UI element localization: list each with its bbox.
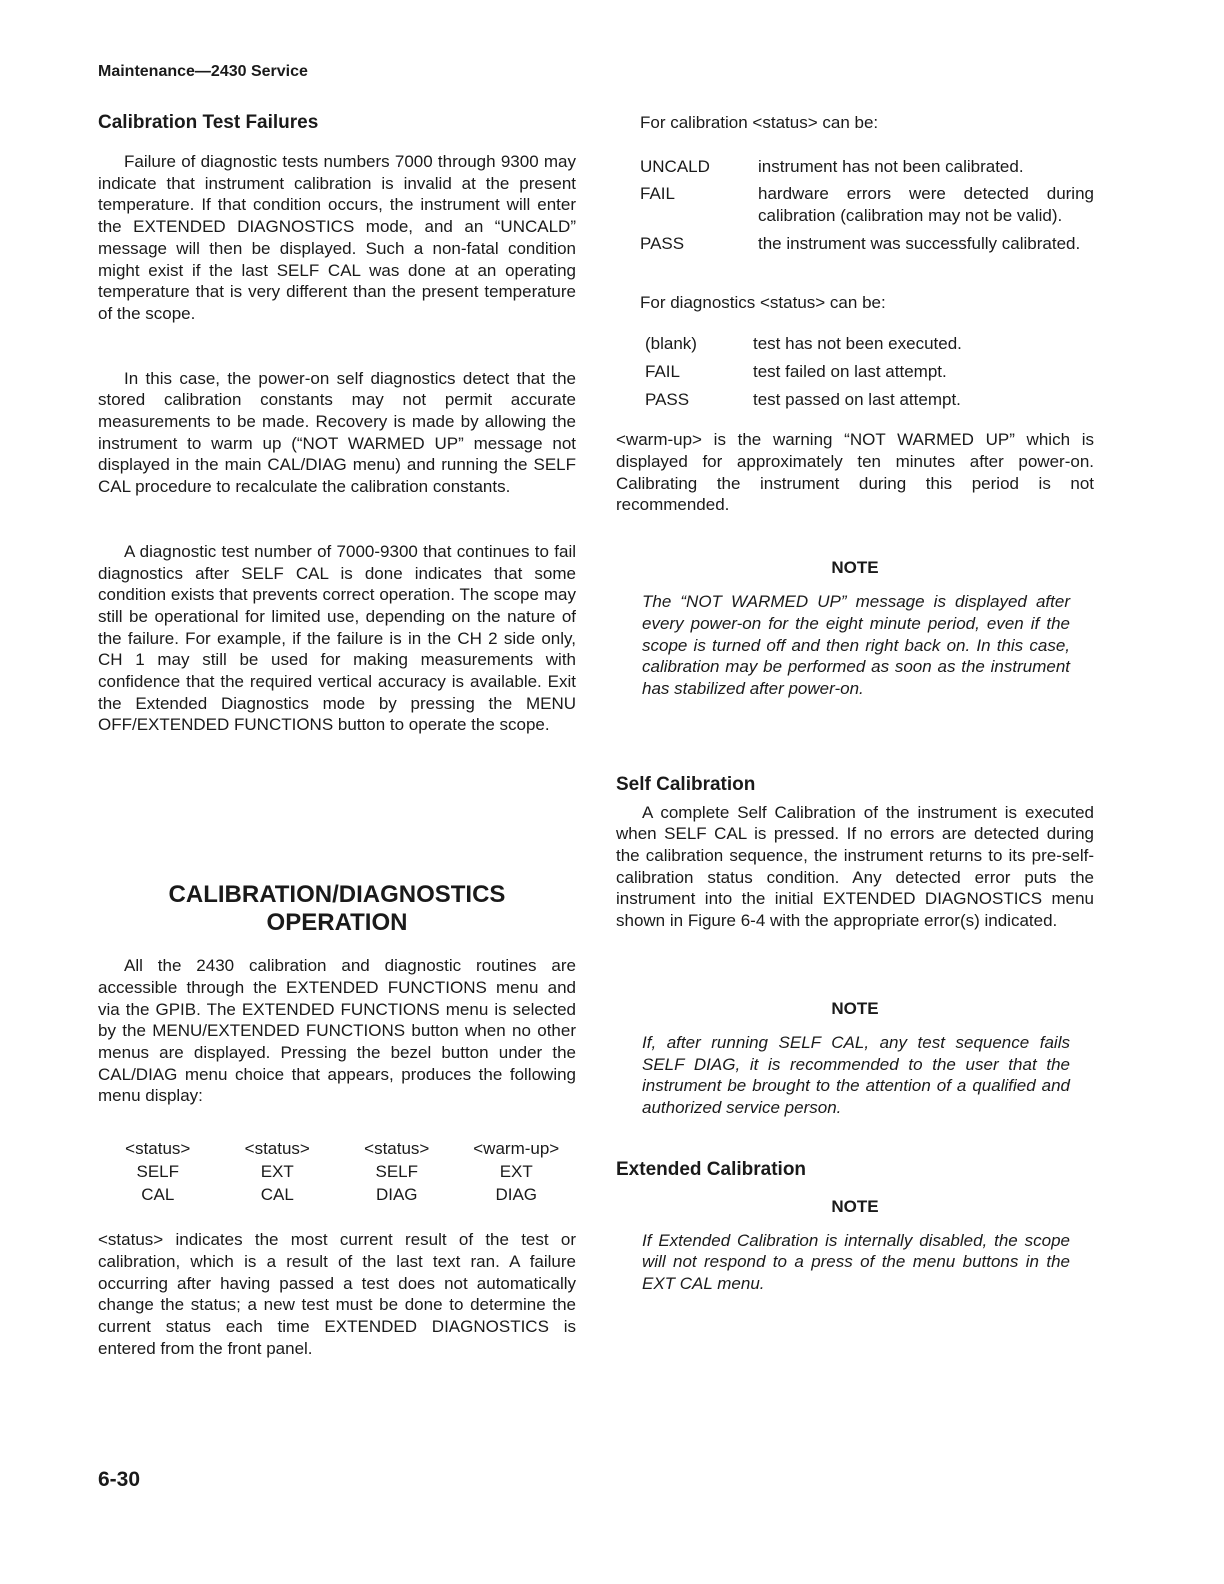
menu-cell: <status>: [244, 1139, 310, 1159]
menu-cell: EXT: [260, 1162, 294, 1182]
menu-cell: EXT: [499, 1162, 533, 1182]
cal-status-intro: For calibration <status> can be:: [640, 113, 879, 132]
right-column: [616, 112, 1094, 1295]
diag-status-intro: For diagnostics <status> can be:: [640, 292, 886, 312]
paragraph-failures-3: A diagnostic test number of 7000-9300 that continues to fail diagnostics after SELF CAL is done indicates that some condition exists that prevents correct operation. The scope may still be operational for limited use, depending on the nature of the failure. For example, if the failure is in the CH 2 side only, CH 1 may still be used for making measurements with confidence that the required vertical accuracy is available. Exit the Extended Diagnostics mode by pressing the MENU OFF/EXTENDED FUNCTIONS button to operate the scope.: [98, 541, 576, 735]
list-item: [645, 333, 1094, 355]
list-item: [640, 233, 1094, 255]
paragraph-status-explanation: <status> indicates the most current result of the test or calibration, which is a result of the last text ran. A failure occurring after having passed a test does not automatically change the status; a new test must be done to determine the current status each time EXTENDED DIAGNOSTICS is entered from the front panel.: [98, 1230, 576, 1358]
cal-status-list: [616, 156, 1094, 255]
menu-cell: CAL: [141, 1185, 175, 1205]
paragraph-self-calibration: A complete Self Calibration of the instrument is executed when SELF CAL is pressed. If no errors are detected during the calibration sequence, the instrument returns to its pre-self-calibration status condition. Any detected error puts the instrument into the initial EXTENDED DIAGNOSTICS menu shown in Figure 6-4 with the appropriate error(s) indicated.: [616, 802, 1094, 931]
paragraph-warmup: <warm-up> is the warning “NOT WARMED UP” which is displayed for approximately ten minutes after power-on. Calibrating the instrument during this period is not recommended.: [616, 430, 1094, 515]
note-title: NOTE: [831, 1196, 879, 1216]
page-number: 6-30: [98, 1468, 141, 1491]
diag-status-list: [616, 333, 1094, 410]
cal-diag-title: [98, 881, 576, 937]
diag-status-desc: test has not been executed.: [753, 334, 962, 354]
paragraph-failures-2: In this case, the power-on self diagnostics detect that the stored calibration constants may not permit accurate measurements to be made. Recovery is made by allowing the instrument to warm up (“NOT WARMED UP” message not displayed in the main CAL/DIAG menu) and running the SELF CAL procedure to recalculate the calibration constants.: [98, 368, 576, 497]
list-item: [645, 361, 1094, 383]
menu-cell: <warm-up>: [473, 1139, 560, 1159]
diag-status-term: PASS: [645, 389, 690, 409]
menu-cell: DIAG: [495, 1185, 538, 1205]
cal-status-term: PASS: [640, 233, 685, 253]
section-title-calibration-test-failures: Calibration Test Failures: [98, 112, 319, 133]
running-head: Maintenance—2430 Service: [98, 63, 308, 80]
note-title: NOTE: [831, 998, 879, 1018]
note-text-warmed-up: The “NOT WARMED UP” message is displayed after every power-on for the eight minute period, even if the scope is turned off and then right back on. In this case, calibration may be performed as soon as the instrument has stabilized after power-on.: [642, 592, 1070, 698]
menu-cell: DIAG: [375, 1185, 418, 1205]
left-column: [98, 112, 576, 1359]
cal-status-term: FAIL: [640, 184, 675, 204]
menu-cell: <status>: [125, 1139, 191, 1159]
note-text-ext-cal: If Extended Calibration is internally disabled, the scope will not respond to a press of the menu buttons in the EXT CAL menu.: [642, 1230, 1070, 1294]
cal-status-desc: the instrument was successfully calibrated.: [758, 233, 1081, 253]
cal-status-desc: instrument has not been calibrated.: [758, 156, 1024, 176]
cal-status-desc: hardware errors were detected during calibration (calibration may not be valid).: [758, 184, 1094, 226]
list-item: [640, 183, 1094, 226]
paragraph-failures-1: Failure of diagnostic tests numbers 7000 through 9300 may indicate that instrument calibration is invalid at the present temperature. If that condition occurs, the instrument will enter the EXTENDED DIAGNOSTICS mode, and an “UNCALD” message will then be displayed. Such a non-fatal condition might exist if the last SELF CAL was done at an operating temperature that is very different than the present temperature of the scope.: [98, 152, 576, 323]
menu-cell: SELF: [375, 1162, 419, 1182]
menu-cell: SELF: [136, 1162, 180, 1182]
note-title: NOTE: [831, 558, 879, 578]
list-item: [640, 156, 1094, 178]
section-title-self-calibration: Self Calibration: [616, 773, 756, 795]
cal-diag-title-line2: OPERATION: [266, 909, 408, 937]
list-item: [645, 389, 1094, 411]
diag-status-desc: test passed on last attempt.: [753, 389, 961, 409]
diag-status-term: FAIL: [645, 361, 680, 381]
menu-cell: CAL: [260, 1185, 294, 1205]
menu-display: [98, 1137, 576, 1206]
diag-status-desc: test failed on last attempt.: [753, 361, 947, 381]
section-title-extended-calibration: Extended Calibration: [616, 1158, 807, 1180]
paragraph-cal-diag-operation: All the 2430 calibration and diagnostic routines are accessible through the EXTENDED FUNCTIONS menu and via the GPIB. The EXTENDED FUNCTIONS menu is selected by the MENU/EXTENDED FUNCTIONS button when no other menus are displayed. Pressing the bezel button under the CAL/DIAG menu choice that appears, produces the following menu display:: [98, 956, 576, 1106]
cal-status-term: UNCALD: [640, 156, 710, 176]
cal-diag-title-line1: CALIBRATION/DIAGNOSTICS: [168, 881, 506, 909]
diag-status-term: (blank): [645, 334, 697, 354]
note-text-self-cal: If, after running SELF CAL, any test sequence fails SELF DIAG, it is recommended to the user that the instrument be brought to the attention of a qualified and authorized service person.: [642, 1032, 1070, 1117]
menu-cell: <status>: [364, 1139, 430, 1159]
